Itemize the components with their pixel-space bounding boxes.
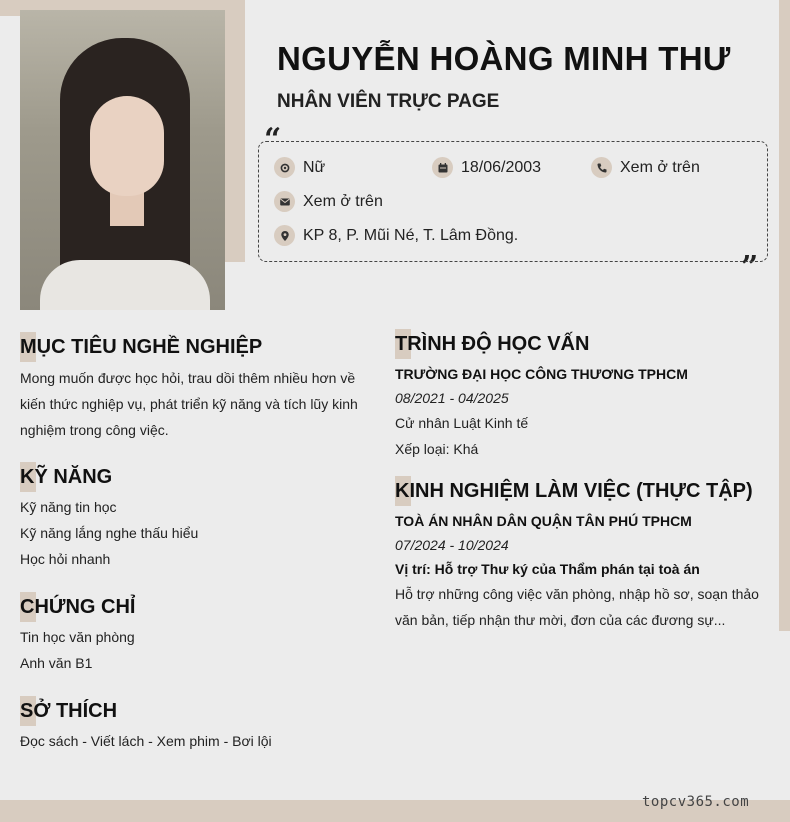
education-section (395, 333, 765, 462)
section-title: TRÌNH ĐỘ HỌC VẤN (395, 333, 765, 356)
objective-text: Mong muốn được học hỏi, trau dồi thêm nhiều hơn về kiến thức nghiệp vụ, phát triển kỹ năng và tích lũy kinh nghiệm trong công việc. (20, 370, 358, 438)
contact-address (274, 225, 518, 246)
contact-gender (274, 157, 325, 178)
section-title: KỸ NĂNG (20, 466, 370, 489)
birthdate-value: 18/06/2003 (461, 158, 542, 176)
skill-item: Kỹ năng lắng nghe thấu hiểu (20, 525, 199, 541)
contact-info-box (258, 141, 768, 262)
company-name: TOÀ ÁN NHÂN DÂN QUẬN TÂN PHÚ TPHCM (395, 513, 692, 529)
contact-birthdate (432, 157, 541, 178)
phone-icon (591, 157, 612, 178)
location-icon (274, 225, 295, 246)
email-value: Xem ở trên (303, 192, 383, 210)
right-accent-band (779, 0, 790, 631)
experience-section (395, 480, 765, 633)
contact-phone (591, 157, 700, 178)
experience-description: Hỗ trợ những công việc văn phòng, nhập hồ sơ, soạn thảo văn bản, tiếp nhận thư mời, đơn của các đương sự... (395, 586, 759, 628)
gender-icon (274, 157, 295, 178)
education-period: 08/2021 - 04/2025 (395, 390, 509, 406)
section-title: KINH NGHIỆM LÀM VIỆC (THỰC TẬP) (395, 480, 765, 503)
skills-section (20, 466, 370, 572)
skill-item: Kỹ năng tin học (20, 499, 117, 515)
degree: Cử nhân Luật Kinh tế (395, 415, 529, 431)
candidate-name: NGUYỄN HOÀNG MINH THƯ (277, 40, 731, 77)
footer-brand: topcv365.com (642, 794, 750, 810)
certificate-item: Tin học văn phòng (20, 629, 135, 645)
photo-face (90, 96, 164, 196)
section-title: MỤC TIÊU NGHỀ NGHIỆP (20, 336, 370, 359)
profile-photo (20, 10, 225, 310)
experience-period: 07/2024 - 10/2024 (395, 537, 509, 553)
photo-shirt (40, 260, 210, 310)
skill-item: Học hỏi nhanh (20, 551, 111, 567)
position: Vị trí: Hỗ trợ Thư ký của Thẩm phán tại toà án (395, 561, 700, 577)
section-title: SỞ THÍCH (20, 700, 370, 723)
email-icon (274, 191, 295, 212)
hobbies-section (20, 700, 370, 754)
open-quote-icon: “ (264, 122, 282, 157)
contact-email (274, 191, 383, 212)
certificates-section (20, 596, 370, 676)
school-name: TRƯỜNG ĐẠI HỌC CÔNG THƯƠNG TPHCM (395, 366, 688, 382)
hobbies-text: Đọc sách - Viết lách - Xem phim - Bơi lội (20, 733, 272, 749)
phone-value: Xem ở trên (620, 158, 700, 176)
grade: Xếp loại: Khá (395, 441, 479, 457)
close-quote-icon: ” (741, 250, 759, 285)
job-title: NHÂN VIÊN TRỰC PAGE (277, 91, 500, 112)
objective-section (20, 336, 370, 443)
calendar-icon (432, 157, 453, 178)
section-title: CHỨNG CHỈ (20, 596, 370, 619)
gender-value: Nữ (303, 158, 326, 176)
address-value: KP 8, P. Mũi Né, T. Lâm Đồng. (303, 226, 519, 244)
certificate-item: Anh văn B1 (20, 655, 93, 671)
